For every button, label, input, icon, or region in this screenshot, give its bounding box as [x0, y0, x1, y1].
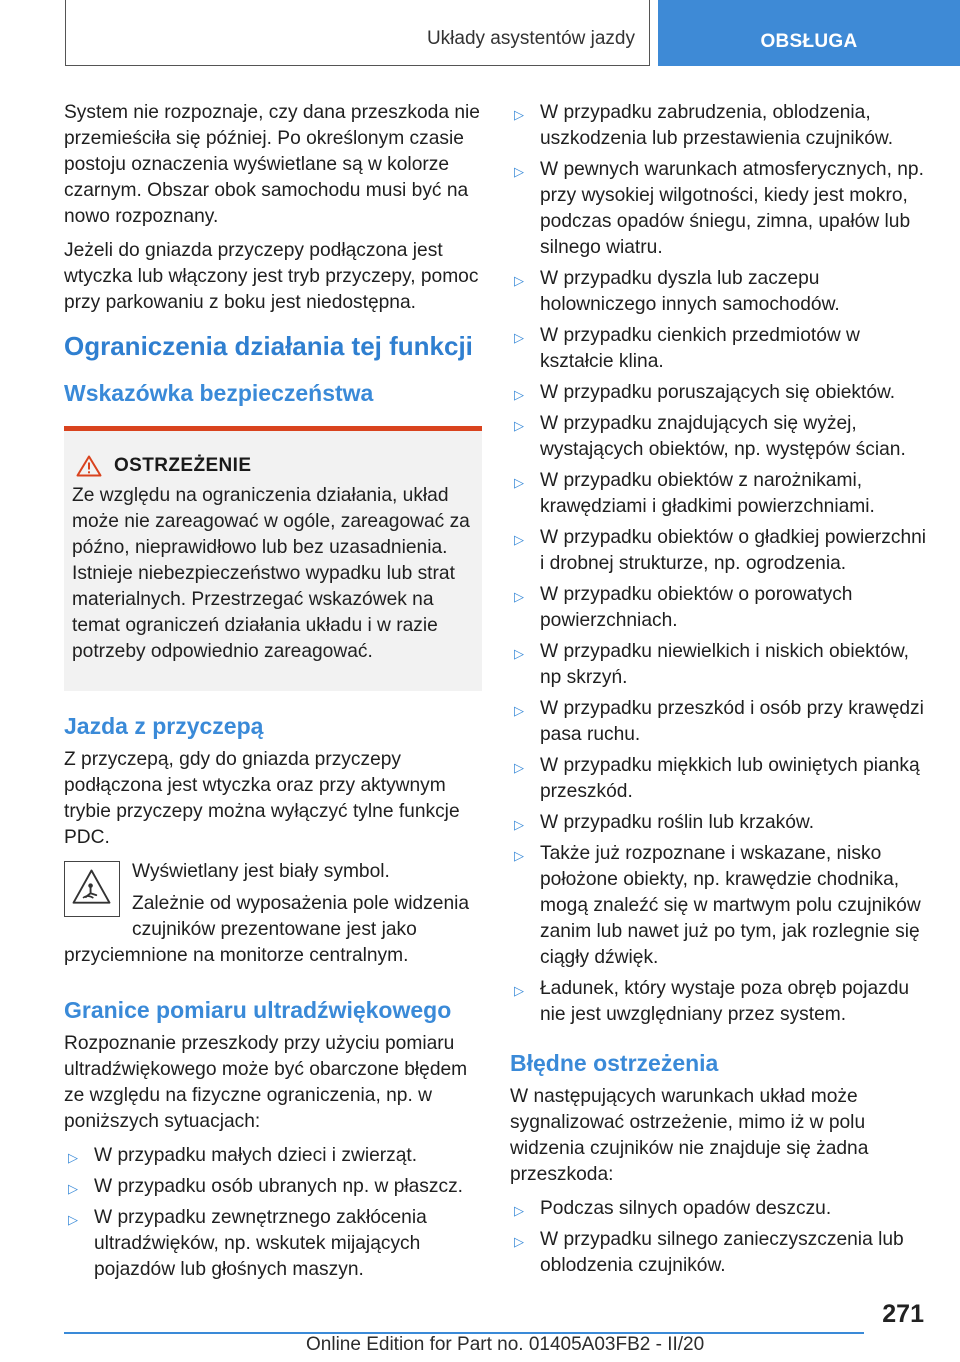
symbol-row: [64, 859, 482, 975]
header-box: [65, 0, 650, 66]
subsection-heading: Wskazówka bezpieczeństwa: [64, 380, 374, 406]
list-item: ▷ W przypadku obiektów o gładkiej powierzchni i drobnej strukturze, np. ogrodzenia.: [514, 527, 927, 574]
list-item: ▷ W przypadku poruszających się obiektów.: [510, 380, 928, 406]
triangle-right-icon: ▷: [514, 418, 524, 433]
section-tab[interactable]: OBSŁUGA: [658, 0, 960, 66]
list-item: ▷ Podczas silnych opadów deszczu.: [510, 1196, 928, 1222]
trailer-hitch-icon: [64, 861, 120, 917]
paragraph: System nie rozpoznaje, czy dana przeszkoda nie przemieściła się później. Po określonym czasie postoju oznaczenia wyświetlane są w kolorze czarnym. Obszar obok samochodu musi być na nowo rozpoznany.: [64, 102, 480, 227]
list-item: ▷ Także już rozpoznane i wskazane, nisko położone obiekty, np. krawędzie chodnika, mogą znaleźć się w martwym polu czujników zanim lub nawet już po tym, jak rozlegnie się ciągły dźwięk.: [514, 843, 921, 968]
list-item: ▷ W przypadku roślin lub krzaków.: [510, 810, 928, 836]
triangle-right-icon: ▷: [68, 1212, 78, 1227]
list-item: ▷ W przypadku przeszkód i osób przy krawędzi pasa ruchu.: [514, 698, 924, 745]
footer-edition: Online Edition for Part no. 01405A03FB2 - II/20: [306, 1334, 705, 1355]
triangle-right-icon: ▷: [514, 646, 524, 661]
list-item: ▷ W przypadku cienkich przedmiotów w kształcie klina.: [514, 325, 860, 372]
warning-title: OSTRZEŻENIE: [114, 455, 252, 476]
list-item: ▷ W przypadku silnego zanieczyszczenia lub oblodzenia czujników.: [514, 1229, 904, 1276]
list-item: ▷ W przypadku niewielkich i niskich obiektów, np skrzyń.: [514, 641, 909, 688]
triangle-right-icon: ▷: [514, 387, 524, 402]
paragraph: Z przyczepą, gdy do gniazda przyczepy podłączona jest wtyczka oraz przy aktywnym trybie przyczepy można wyłączyć tylne funkcje PDC.: [64, 749, 460, 848]
list-item: ▷ W przypadku znajdujących się wyżej, wystających obiektów, np. występów ścian.: [514, 413, 906, 460]
header-title: Układy asystentów jazdy: [426, 28, 635, 49]
page-number: 271: [882, 1300, 924, 1328]
triangle-right-icon: ▷: [514, 475, 524, 490]
list-item: ▷ W przypadku zabrudzenia, oblodzenia, uszkodzenia lub przestawienia czujników.: [514, 102, 894, 149]
triangle-right-icon: ▷: [514, 817, 524, 832]
list-item: ▷ W przypadku zewnętrznego zakłócenia ultradźwięków, np. wskutek mijających pojazdów lub głośnych maszyn.: [68, 1207, 427, 1280]
subsection-heading: Jazda z przyczepą: [64, 713, 264, 739]
subsection-heading: Błędne ostrzeżenia: [510, 1050, 719, 1076]
bullet-list: [64, 1143, 482, 1283]
list-item: ▷ W przypadku dyszla lub zaczepu holowniczego innych samochodów.: [514, 268, 840, 315]
right-column: [510, 100, 928, 1284]
triangle-right-icon: ▷: [514, 532, 524, 547]
triangle-right-icon: ▷: [514, 107, 524, 122]
warning-triangle-icon: [76, 455, 102, 477]
triangle-right-icon: ▷: [514, 703, 524, 718]
list-item: ▷ Ładunek, który wystaje poza obręb pojazdu nie jest uwzględniany przez system.: [514, 978, 910, 1025]
bullet-list: [510, 100, 928, 1028]
list-item: ▷ W pewnych warunkach atmosferycznych, np. przy wysokiej wilgotności, kiedy jest mokro, podczas opadów śniegu, zimna, upałów lub silnego wiatru.: [514, 159, 924, 258]
list-item: ▷ W przypadku obiektów o porowatych powierzchniach.: [514, 584, 853, 631]
bullet-list: [510, 1196, 928, 1279]
paragraph: Zależnie od wyposażenia pole widzenia czujników prezentowane jest jako przyciemnione na monitorze centralnym.: [64, 893, 470, 966]
list-item: ▷ W przypadku obiektów z narożnikami, krawędziami i gładkimi powierzchniami.: [514, 470, 875, 517]
warning-box: [64, 426, 482, 691]
list-item: ▷ W przypadku osób ubranych np. w płaszcz.: [64, 1174, 482, 1200]
warning-header: [72, 455, 474, 477]
section-heading: Ograniczenia działania tej funkcji: [64, 331, 473, 361]
subsection-heading: Granice pomiaru ultradźwiękowego: [64, 997, 452, 1023]
triangle-right-icon: ▷: [514, 589, 524, 604]
triangle-right-icon: ▷: [514, 1234, 524, 1249]
triangle-right-icon: ▷: [514, 848, 524, 863]
triangle-right-icon: ▷: [514, 983, 524, 998]
paragraph: Jeżeli do gniazda przyczepy podłączona jest wtyczka lub włączony jest tryb przyczepy, pomoc przy parkowaniu z boku jest niedostępna.: [64, 240, 479, 313]
left-column: [64, 100, 482, 1288]
triangle-right-icon: ▷: [514, 273, 524, 288]
list-item: ▷ W przypadku miękkich lub owiniętych pianką przeszkód.: [514, 755, 920, 802]
paragraph: W następujących warunkach układ może sygnalizować ostrzeżenie, mimo iż w polu widzenia czujników nie znajduje się żadna przeszkoda:: [510, 1086, 869, 1185]
triangle-right-icon: ▷: [68, 1181, 78, 1196]
triangle-right-icon: ▷: [514, 330, 524, 345]
triangle-right-icon: ▷: [68, 1150, 78, 1165]
triangle-right-icon: ▷: [514, 760, 524, 775]
paragraph: Rozpoznanie przeszkody przy użyciu pomiaru ultradźwiękowego może być obarczone błędem ze względu na fizyczne ograniczenia, np. w poniższych sytuacjach:: [64, 1033, 468, 1132]
paragraph: Wyświetlany jest biały symbol.: [132, 861, 390, 882]
triangle-right-icon: ▷: [514, 164, 524, 179]
triangle-right-icon: ▷: [514, 1203, 524, 1218]
warning-text: Ze względu na ograniczenia działania, układ może nie zareagować w ogóle, zareagować za późno, nieprawidłowo lub bez uzasadnienia. Istnieje niebezpieczeństwo wypadku lub strat materialnych. Przestrzegać wskazówek na temat ograniczeń działania układu i w razie potrzeby odpowiednio zareagować.: [72, 485, 470, 662]
list-item: ▷ W przypadku małych dzieci i zwierząt.: [64, 1143, 482, 1169]
